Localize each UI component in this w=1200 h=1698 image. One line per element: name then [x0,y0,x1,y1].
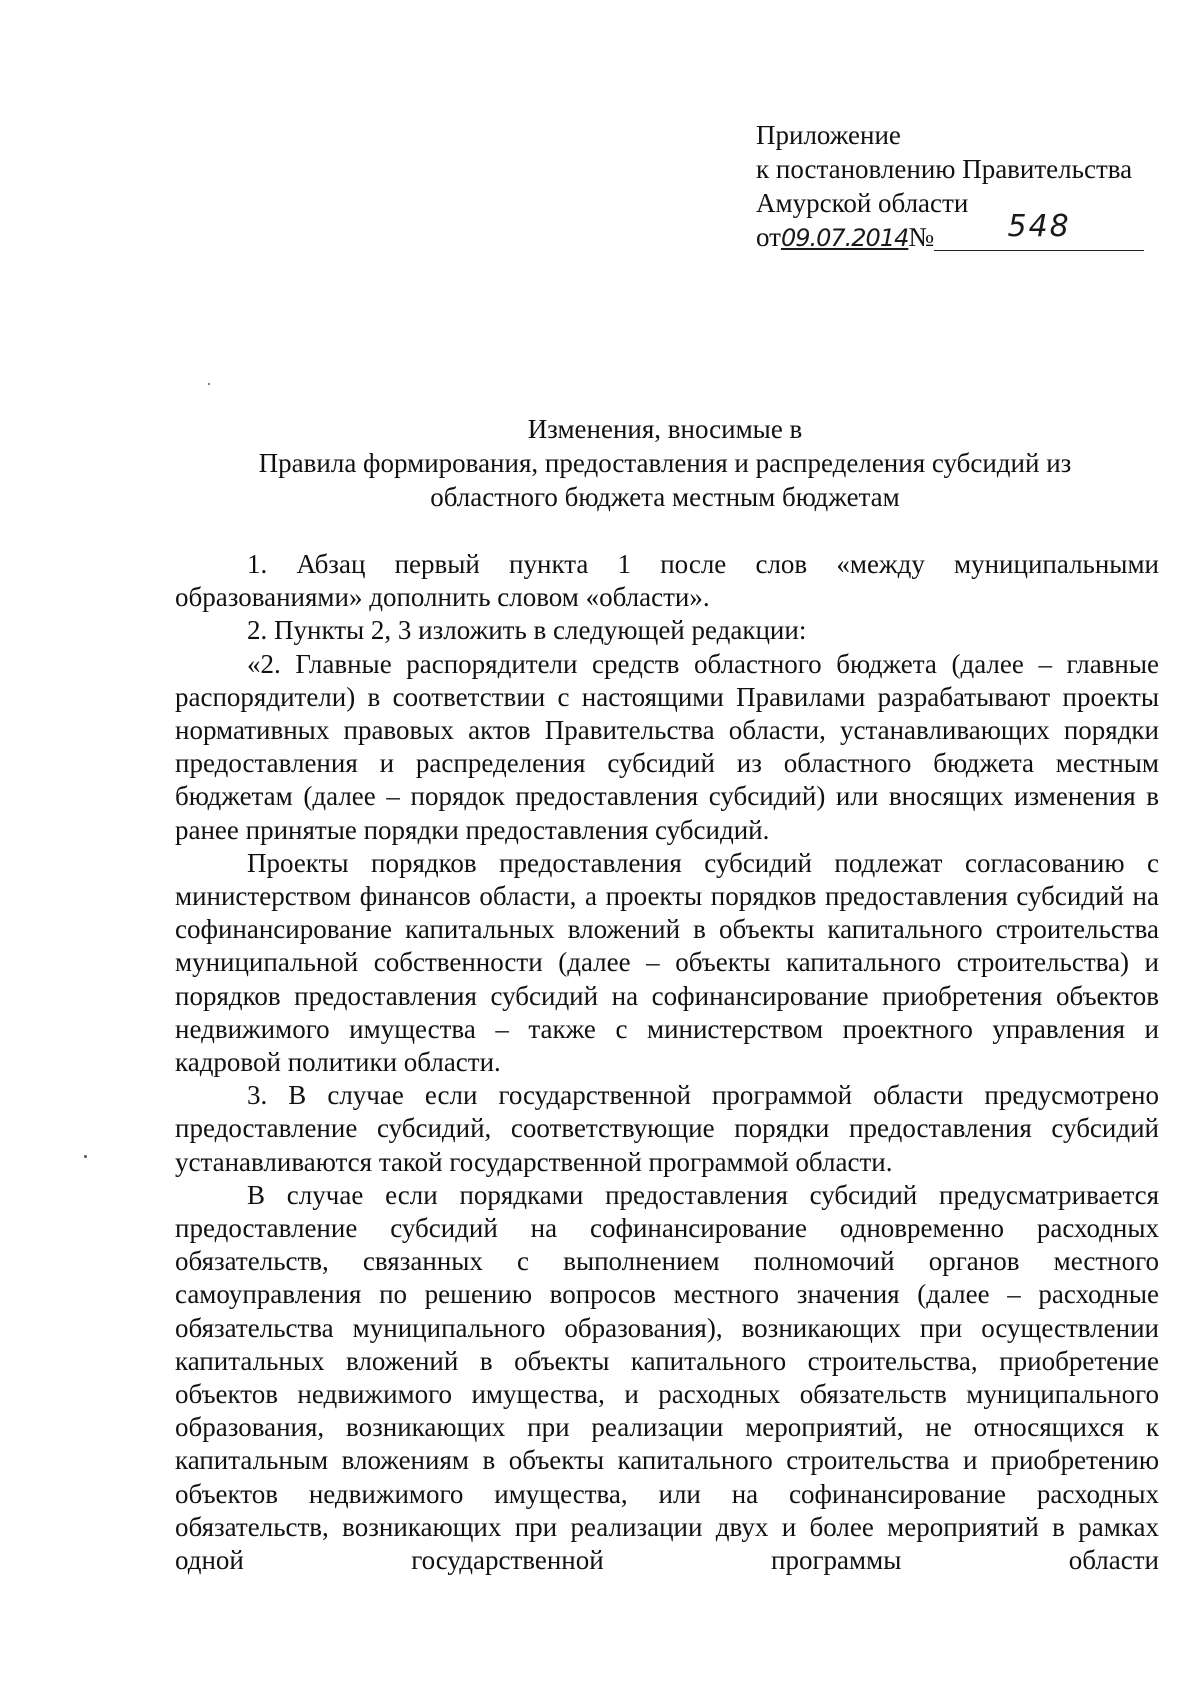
handwritten-date: 09.07.2014 [780,224,909,252]
paragraph-2: 2. Пункты 2, 3 изложить в следующей редакции: [247,615,807,646]
paragraph-3: «2. Главные распорядители средств областного бюджета (далее – главные распорядители) в соответствии с настоящими Правилами разрабатывают проекты нормативных правовых актов Правительства области, устанавливающих порядки предоставления и распределения субсидий из областного бюджета местным бюджетам (далее – порядок предоставления субсидий) или вносящих изменения в ранее принятые порядки предоставления субсидий. [175,648,1159,845]
appendix-region: Амурской области [756,188,969,218]
document-body [175,548,1159,1577]
date-prefix: от [756,222,781,252]
title-line-1: Изменения, вносимые в [527,414,803,444]
paragraph-5: 3. В случае если государственной программой области предусмотрено предоставление субсидий, соответствующие порядки предоставления субсидий устанавливаются такой государственной программой области. [175,1080,1159,1177]
number-label: № [908,222,935,252]
paragraph-4: Проекты порядков предоставления субсидий подлежат согласованию с министерством финансов области, а проекты порядков предоставления субсидий на софинансирование капитальных вложений в объекты капитального строительства муниципальной собственности (далее – объекты капитального строительства) и порядков предоставления субсидий на софинансирование приобретения объектов недвижимого имущества – также с министерством проектного управления и кадровой политики области. [175,847,1159,1078]
scan-speck [208,383,210,385]
appendix-date-number-line [756,209,1166,255]
title-line-2: Правила формирования, предоставления и распределения субсидий из [258,448,1072,478]
paragraph-6: В случае если порядками предоставления субсидий предусматривается предоставление субсидий на софинансирование одновременно расходных обязательств, связанных с выполнением полномочий органов местного самоуправления по решению вопросов местного значения (далее – расходные обязательства муниципального образования), возникающих при осуществлении капитальных вложений в объекты капитального строительства, приобретение объектов недвижимого имущества, и расходных обязательств муниципального образования, возникающих при реализации мероприятий, не относящихся к капитальным вложениям в объекты капитального строительства и приобретению объектов недвижимого имущества, или на софинансирование расходных обязательств, возникающих при реализации двух и более мероприятий в рамках одной государственной программы области [175,1179,1159,1576]
paragraph-1: 1. Абзац первый пункта 1 после слов «между муниципальными образованиями» дополнить словом «области». [175,549,1159,613]
handwritten-number: 548 [1007,209,1071,244]
appendix-block [756,118,1166,255]
document-title [150,412,1180,514]
scan-speck [84,1155,87,1158]
number-blank [934,209,1144,251]
appendix-resolution-ref: к постановлению Правительства [756,154,1133,184]
title-line-3: областного бюджета местным бюджетам [430,482,900,512]
appendix-title: Приложение [756,120,901,150]
